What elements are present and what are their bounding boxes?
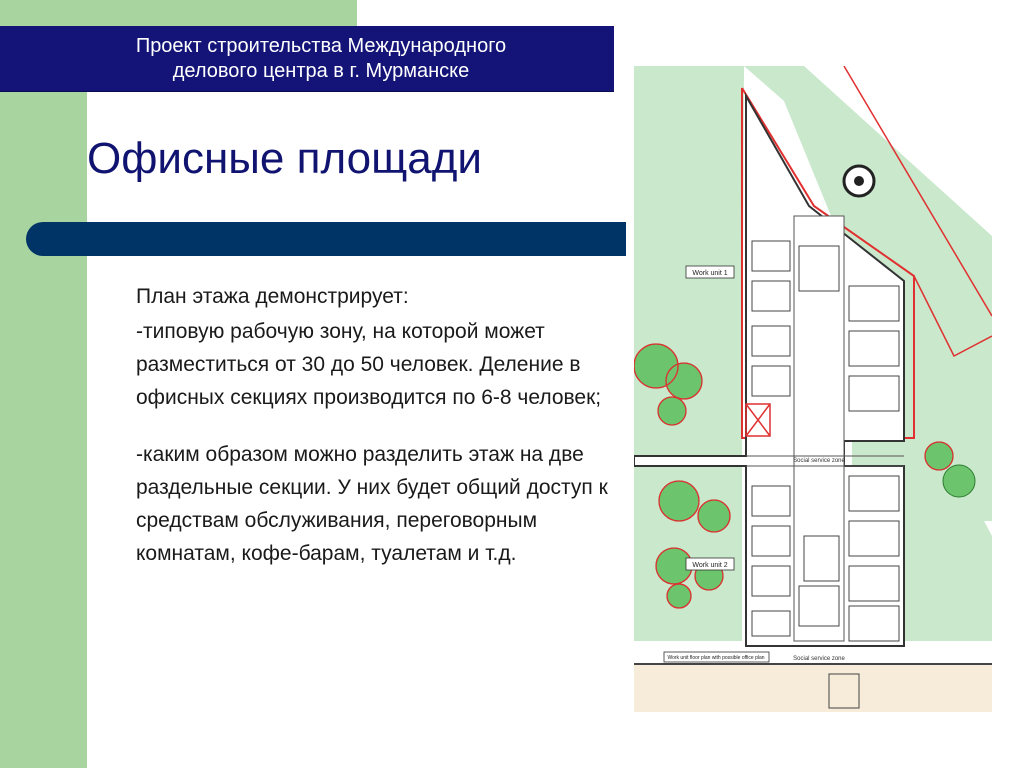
label-boundary-note: Work unit floor plan with possible office plan [667, 655, 765, 661]
title-line-1: Проект строительства Международного [135, 35, 507, 57]
label-work-unit-1: Work unit 1 [692, 270, 728, 277]
title-line-2: делового центра в г. Мурманске [172, 60, 470, 82]
slide-body [136, 280, 611, 570]
left-green-band [0, 0, 87, 768]
heading-divider-bar [26, 222, 626, 256]
label-social-zone-1: Social service zone [793, 458, 845, 464]
bullet-split-floor: -каким образом можно разделить этаж на две раздельные секции. У них будет общий доступ к средствам обслуживания, переговорным комнатам, кофе-барам, туалетам и т.д. [136, 443, 608, 565]
presentation-title-banner [0, 26, 614, 92]
bullet-work-zone: -типовую рабочую зону, на которой может разместиться от 30 до 50 человек. Деление в офисных секциях производится по 6-8 человек; [136, 320, 602, 409]
label-work-unit-2: Work unit 2 [692, 562, 728, 569]
label-social-zone-2: Social service zone [793, 656, 845, 662]
slide-heading: Офисные площади [87, 134, 483, 183]
intro-text: План этажа демонстрирует: [136, 285, 409, 308]
floor-plan-image [634, 66, 992, 712]
